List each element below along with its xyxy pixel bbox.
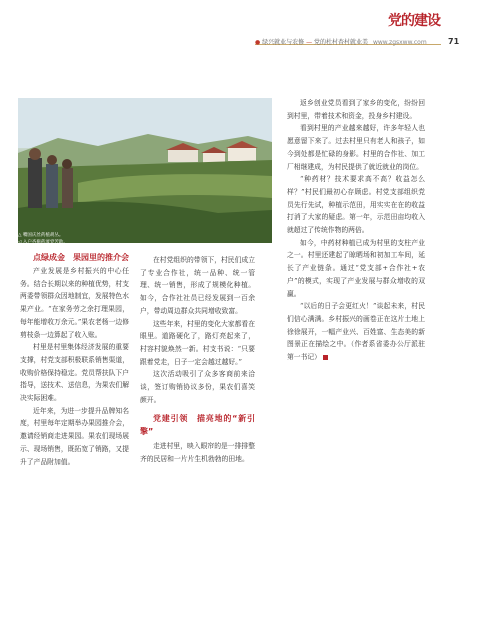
- caption-line-1: △ 嘴国庆丝药植胡丛。: [18, 233, 64, 238]
- paragraph: 村里是村里集体经济发展的重要支撑，村党支部积极联系销售渠道，收购价格保持稳定。党员帮扶队下户指导，送技术、送信息，为果农们解决实际困难。: [20, 343, 129, 403]
- site-url: www.zgsxww.com: [372, 39, 427, 46]
- paragraph: 走进村里，映入眼帘的是一排排整齐的民居和一片片生机勃勃的田地。: [140, 442, 255, 464]
- paragraph: 产业发展是乡村振兴的中心任务。结合长期以来的种植优势，村支两委带领群众因地制宜，发展特色水果产业。“在家务劳之余打理果园，每年能增收万余元。”果农老杨一边修剪枝条一边算起了收入账。: [20, 267, 129, 339]
- bullet-icon: ●: [255, 39, 261, 46]
- village-scene-illustration: [18, 98, 272, 243]
- page-header: [0, 0, 485, 58]
- paragraph: 这些年来，村里的变化大家都看在眼里。道路硬化了，路灯亮起来了，村容村貌焕然一新。村支书说：“只要跟着党走，日子一定会越过越好。”: [140, 319, 255, 366]
- section-heading-2: 党建引领 描亮地的“新引擎”: [140, 414, 255, 437]
- text-column-2: [140, 254, 255, 466]
- article-photo: [18, 98, 272, 243]
- paragraph: 在村党组织的带领下，村民们成立了专业合作社，统一品种、统一管理、统一销售，形成了规模化种植。如今，合作社社员已经发展到一百余户，带动周边群众共同增收致富。: [140, 256, 255, 315]
- paragraph-final: [287, 300, 425, 364]
- text-column-1: [20, 251, 129, 468]
- paragraph-final-text: “以后的日子会更红火！”谈起未来，村民们信心满满。乡村振兴的画卷正在这片土地上徐徐展开，一幅产业兴、百姓富、生态美的新图景正在描绘之中。（作者系省委办公厅派驻第一书记）: [287, 302, 425, 362]
- paragraph: “种药材？技术要求高不高？收益怎么样？”村民们最初心存顾虑。村党支部组织党员先行先试，种植示范田，用实实在在的收益打消了大家的疑虑。第一年，示范田亩均收入就超过了传统作物的两倍。: [287, 175, 425, 235]
- magazine-logo: 党的建设: [388, 13, 440, 29]
- article-label: 党的杜村杏村就业美: [314, 39, 369, 46]
- header-running-title: [255, 37, 427, 46]
- section-heading-1: 点绿成金 果园里的推介会: [33, 253, 129, 262]
- paragraph: 这次活动吸引了众多客商前来洽谈，签订购销协议多份，果农们喜笑颜开。: [140, 370, 255, 404]
- end-mark-icon: [323, 355, 328, 360]
- text-column-3: [287, 97, 425, 364]
- separator-icon: —: [306, 39, 313, 46]
- paragraph: 如今，中药材种植已成为村里的支柱产业之一。村里还建起了晾晒场和初加工车间，延长了产业链条。通过“党支部+合作社+农户”的模式，实现了产业发展与群众增收的双赢。: [287, 238, 425, 298]
- page-number: 71: [448, 37, 460, 46]
- paragraph: 看到村里的产业越来越好，许多年轻人也愿意留下来了。过去村里只有老人和孩子，如今到处都是忙碌的身影。村里的合作社、加工厂相继建成，为村民提供了就近就业的岗位。: [287, 124, 425, 171]
- caption-line-2: ◁ 入户杏瓶药流党苦助。: [18, 240, 68, 245]
- column-label: 绿兴就业与农修: [262, 39, 305, 46]
- photo-caption: [18, 232, 68, 246]
- paragraph: 返乡创业党员看到了家乡的变化，纷纷回到村里，带着技术和资金，投身乡村建设。: [287, 99, 425, 120]
- paragraph: 近年来，为进一步提升品牌知名度，村里每年定期举办果园推介会，邀请经销商走进果园。果农们现场展示、现场销售，既拓宽了销路，又提升了产品附加值。: [20, 406, 129, 466]
